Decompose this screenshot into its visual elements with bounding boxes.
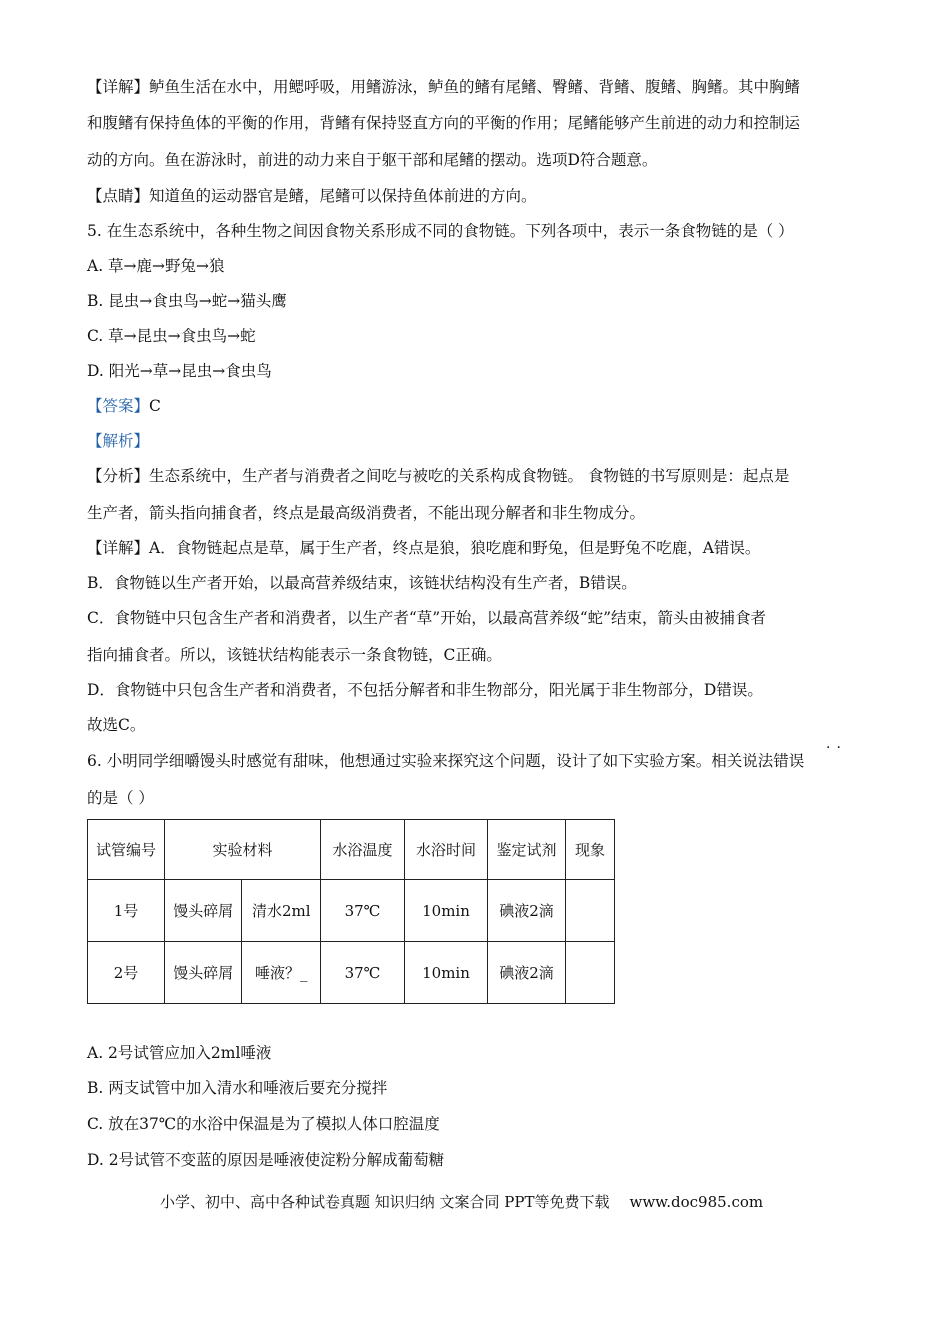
- table-cell: 清水2ml: [242, 880, 321, 942]
- table-row: [88, 880, 615, 942]
- question-5-stem: 5. 在生态系统中，各种生物之间因食物关系形成不同的食物链。下列各项中，表示一条食物链的是（ ）: [87, 222, 794, 240]
- question-5-option-b: B. 昆虫→食虫鸟→蛇→猫头鹰: [87, 292, 287, 310]
- table-cell: 碘液2滴: [488, 880, 566, 942]
- question-6-stem: 6. 小明同学细嚼馒头时感觉有甜味，他想通过实验来探究这个问题，设计了如下实验方案。相关说法错误: [87, 752, 805, 770]
- page-footer: [160, 1192, 860, 1212]
- table-cell: 37℃: [321, 880, 405, 942]
- table-header-cell: 水浴温度: [321, 820, 405, 880]
- table-cell: 37℃: [321, 942, 405, 1004]
- experiment-table: [87, 819, 615, 1004]
- table-header-cell: 实验材料: [165, 820, 321, 880]
- detail-text-line: 动的方向。鱼在游泳时，前进的动力来自于躯干部和尾鳍的摆动。选项D符合题意。: [87, 151, 658, 169]
- table-cell: 10min: [405, 880, 488, 942]
- table-cell: [566, 880, 615, 942]
- answer-label: 【答案】: [87, 397, 150, 415]
- question-5-option-d: D. 阳光→草→昆虫→食虫鸟: [87, 362, 272, 380]
- question-5-option-c: C. 草→昆虫→食虫鸟→蛇: [87, 327, 256, 345]
- detail-text-line: 【详解】鲈鱼生活在水中，用鳃呼吸，用鳍游泳，鲈鱼的鳍有尾鳍、臀鳍、背鳍、腹鳍、胸鳍。其中胸鳍: [87, 78, 801, 96]
- question-6-stem-cont: 的是（ ）: [87, 789, 154, 807]
- table-cell: 馒头碎屑: [165, 880, 242, 942]
- detail-text-line: 【详解】A．食物链起点是草，属于生产者，终点是狼，狼吃鹿和野兔，但是野兔不吃鹿，A错误。: [87, 539, 761, 557]
- table-cell: 唾液？_: [242, 942, 321, 1004]
- table-header-row: [88, 820, 615, 880]
- table-header-cell: 现象: [566, 820, 615, 880]
- answer-line: [87, 396, 867, 416]
- analysis-label: 【解析】: [87, 432, 150, 450]
- table-cell: 10min: [405, 942, 488, 1004]
- table-cell: 2号: [88, 942, 165, 1004]
- question-6-option-d: D. 2号试管不变蓝的原因是唾液使淀粉分解成葡萄糖: [87, 1151, 445, 1169]
- table-header-cell: 鉴定试剂: [488, 820, 566, 880]
- table-cell: [566, 942, 615, 1004]
- detail-text-line: D．食物链中只包含生产者和消费者，不包括分解者和非生物部分，阳光属于非生物部分，D错误。: [87, 681, 763, 699]
- table-header-cell: 水浴时间: [405, 820, 488, 880]
- detail-text-line: 指向捕食者。所以，该链状结构能表示一条食物链，C正确。: [87, 646, 502, 664]
- question-6-option-c: C. 放在37℃的水浴中保温是为了模拟人体口腔温度: [87, 1115, 440, 1133]
- footer-text: 小学、初中、高中各种试卷真题 知识归纳 文案合同 PPT等免费下载: [160, 1193, 610, 1211]
- question-5-option-a: A. 草→鹿→野兔→狼: [87, 257, 225, 275]
- emphasis-dots: ··: [826, 740, 847, 756]
- tip-text-line: 【点睛】知道鱼的运动器官是鳍，尾鳍可以保持鱼体前进的方向。: [87, 187, 537, 205]
- detail-text-line: C．食物链中只包含生产者和消费者，以生产者“草”开始，以最高营养级“蛇”结束，箭头由被捕食者: [87, 609, 767, 627]
- conclusion-line: 故选C。: [87, 716, 146, 734]
- table-header-cell: 试管编号: [88, 820, 165, 880]
- answer-value: C: [149, 397, 161, 415]
- question-6-option-a: A. 2号试管应加入2ml唾液: [87, 1044, 272, 1062]
- detail-text-line: B．食物链以生产者开始，以最高营养级结束，该链状结构没有生产者，B错误。: [87, 574, 637, 592]
- detail-text-line: 和腹鳍有保持鱼体的平衡的作用，背鳍有保持竖直方向的平衡的作用；尾鳍能够产生前进的动力和控制运: [87, 114, 801, 132]
- table-row: [88, 942, 615, 1004]
- footer-url[interactable]: www.doc985.com: [629, 1193, 764, 1211]
- table-cell: 1号: [88, 880, 165, 942]
- table-cell: 碘液2滴: [488, 942, 566, 1004]
- question-6-option-b: B. 两支试管中加入清水和唾液后要充分搅拌: [87, 1079, 388, 1097]
- table-cell: 馒头碎屑: [165, 942, 242, 1004]
- analysis-text-line: 【分析】生态系统中，生产者与消费者之间吃与被吃的关系构成食物链。 食物链的书写原则是：起点是: [87, 467, 790, 485]
- analysis-text-line: 生产者，箭头指向捕食者，终点是最高级消费者，不能出现分解者和非生物成分。: [87, 504, 646, 522]
